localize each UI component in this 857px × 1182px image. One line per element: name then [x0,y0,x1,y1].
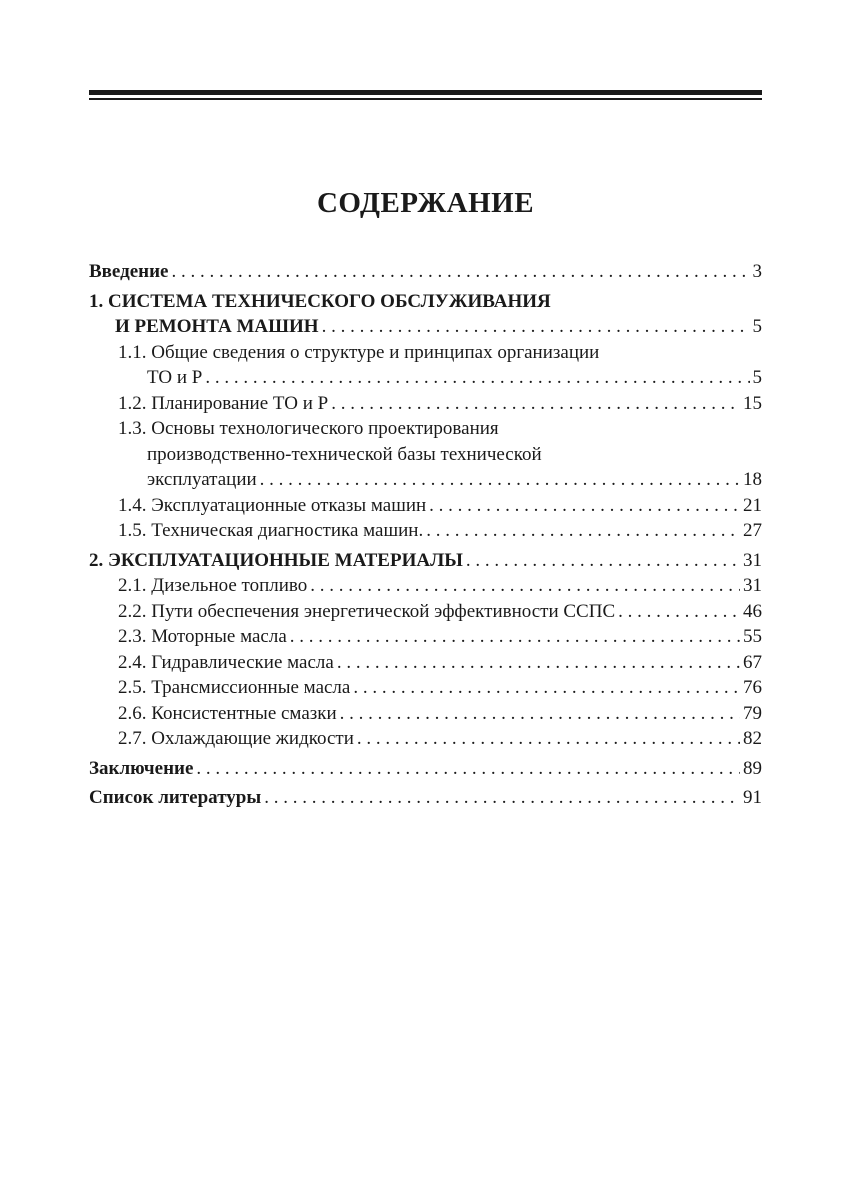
toc-entry-label: ТО и Р [147,367,203,388]
toc-entry-label: 2.4. Гидравлические масла [118,651,334,673]
toc-page-number: 5 [752,316,762,337]
toc-entry-label: 2.5. Трансмиссионные масла [118,677,351,698]
dot-leader [290,624,740,650]
toc-page-number: 46 [743,600,762,622]
toc-entry-1-2[interactable] [89,391,762,417]
toc-page-number: 31 [743,549,762,571]
toc-entry-1-4[interactable] [89,493,762,519]
toc-entry-2-1[interactable] [89,573,762,599]
toc-entry-label: 2.2. Пути обеспечения энергетической эффективности ССПС [118,600,616,622]
toc-entry-1-1[interactable] [89,340,762,391]
toc-entry-2-5[interactable] [89,675,762,701]
dot-leader [264,785,740,811]
toc-entry-label: Заключение [89,757,194,779]
header-rule-thick [89,90,762,95]
dot-leader [172,259,750,285]
page-title: СОДЕРЖАНИЕ [316,187,535,219]
toc-entry-label: 2. ЭКСПЛУАТАЦИОННЫЕ МАТЕРИАЛЫ [89,549,463,571]
dot-leader [353,675,740,701]
toc-entry-intro[interactable] [89,259,762,285]
toc-page-number: 15 [743,392,762,414]
toc-entry-1-5[interactable] [89,518,762,544]
toc-entry-2-3[interactable] [89,624,762,650]
toc-page-number: 21 [743,494,762,516]
toc-entry-2-4[interactable] [89,650,762,676]
toc-page-number: 3 [752,261,762,282]
toc-page-number: 91 [743,787,762,808]
toc-entry-label: Список литературы [89,787,262,808]
toc-entry-label: производственно-технической базы технической [147,443,542,465]
toc-entry-label: 1.4. Эксплуатационные отказы машин [118,494,427,516]
dot-leader [340,701,740,727]
dot-leader [260,467,740,493]
dot-leader [618,599,740,625]
toc-page-number: 76 [743,677,762,698]
dot-leader [337,650,740,676]
toc-page-number: 67 [743,651,762,673]
dot-leader [466,548,740,574]
dot-leader [322,314,750,340]
toc-entry-label: 1.1. Общие сведения о структуре и принципах организации [118,341,600,363]
toc-entry-label: 1.3. Основы технологического проектирования [118,418,499,439]
toc-entry-2-6[interactable] [89,701,762,727]
toc-entry-chapter-1[interactable] [89,289,762,340]
toc-entry-2-2[interactable] [89,599,762,625]
toc-entry-label: 2.1. Дизельное топливо [118,575,308,596]
dot-leader [426,518,740,544]
toc-page-number: 79 [743,702,762,724]
toc-entry-1-3[interactable] [89,416,762,493]
header-rule-thin [89,98,762,100]
toc-entry-label: Введение [89,261,169,282]
toc-page-number: 55 [743,626,762,647]
toc-page-number: 89 [743,757,762,779]
dot-leader [205,365,749,391]
toc-page-number: 27 [743,520,762,541]
toc-page-number: 5 [752,367,762,388]
dot-leader [196,756,740,782]
toc-entry-label: 1.5. Техническая диагностика машин. [118,520,424,541]
toc-entry-chapter-2[interactable] [89,548,762,574]
toc-entry-label: 2.3. Моторные масла [118,626,287,647]
dot-leader [357,726,740,752]
toc-page-number: 82 [743,728,762,749]
toc-entry-label: 2.6. Консистентные смазки [118,702,337,724]
toc-entry-references[interactable] [89,785,762,811]
toc-entry-label: 1. СИСТЕМА ТЕХНИЧЕСКОГО ОБСЛУЖИВАНИЯ [89,290,551,312]
toc-entry-2-7[interactable] [89,726,762,752]
dot-leader [429,493,740,519]
table-of-contents [89,259,762,811]
toc-page-number: 18 [743,469,762,490]
toc-entry-label: 1.2. Планирование ТО и Р [118,392,329,414]
dot-leader [331,391,740,417]
toc-entry-label: 2.7. Охлаждающие жидкости [118,728,354,749]
dot-leader [310,573,740,599]
toc-entry-label: эксплуатации [147,469,257,490]
toc-entry-label: И РЕМОНТА МАШИН [115,316,319,337]
toc-entry-conclusion[interactable] [89,756,762,782]
toc-page-number: 31 [743,575,762,596]
